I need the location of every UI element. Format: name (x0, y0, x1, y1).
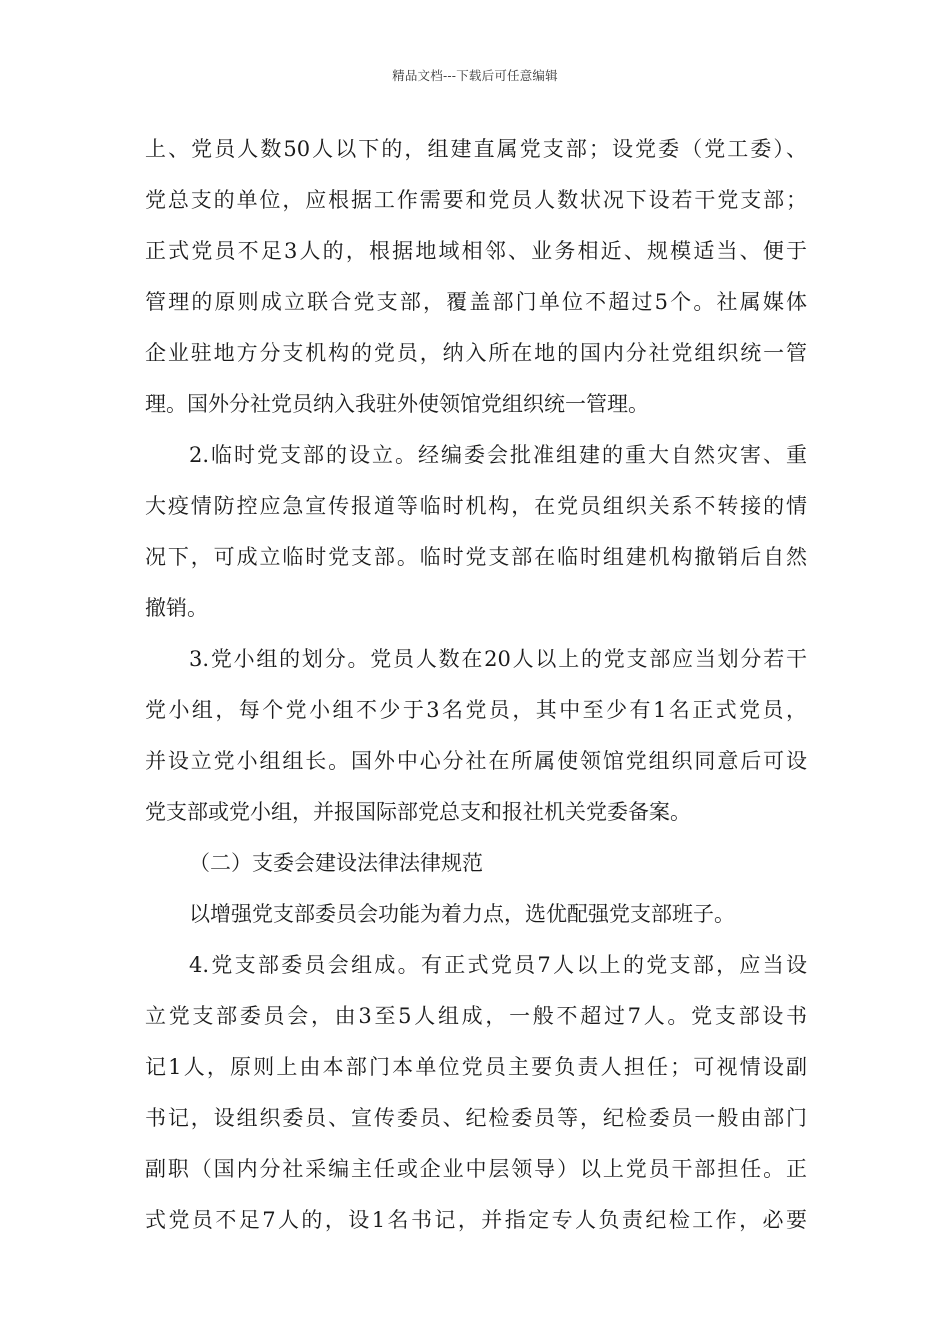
text-line: 以增强党支部委员会功能为着力点，选优配强党支部班子。 (189, 902, 735, 926)
text-line: 4.党支部委员会组成。有正式党员7人以上的党支部，应当设 (189, 953, 807, 977)
text-line: 式党员不足7人的，设1名书记，并指定专人负责纪检工作，必要 (145, 1208, 807, 1232)
text-line: 理。国外分社党员纳入我驻外使领馆党组织统一管理。 (145, 392, 649, 416)
document-body (145, 124, 807, 1246)
text-line: 党总支的单位，应根据工作需要和党员人数状况下设若干党支部； (145, 188, 807, 212)
text-line: 企业驻地方分支机构的党员，纳入所在地的国内分社党组织统一管 (145, 341, 807, 365)
text-line: 撤销。 (145, 596, 208, 620)
text-line: 记1人，原则上由本部门本单位党员主要负责人担任；可视情设副 (145, 1055, 807, 1079)
text-line: 书记，设组织委员、宣传委员、纪检委员等，纪检委员一般由部门 (145, 1106, 807, 1130)
text-line: 管理的原则成立联合党支部，覆盖部门单位不超过5个。社属媒体 (145, 290, 807, 314)
text-line: 副职（国内分社采编主任或企业中层领导）以上党员干部担任。正 (145, 1157, 807, 1181)
text-line: 3.党小组的划分。党员人数在20人以上的党支部应当划分若干 (189, 647, 807, 671)
text-line: 党支部或党小组，并报国际部党总支和报社机关党委备案。 (145, 800, 691, 824)
text-line: 并设立党小组组长。国外中心分社在所属使领馆党组织同意后可设 (145, 749, 807, 773)
page-header: 精品文档---下载后可任意编辑 (392, 68, 558, 83)
text-line: 党小组，每个党小组不少于3名党员，其中至少有1名正式党员， (145, 698, 807, 722)
text-line: 上、党员人数50人以下的，组建直属党支部；设党委（党工委）、 (145, 137, 807, 161)
text-line: 况下，可成立临时党支部。临时党支部在临时组建机构撤销后自然 (145, 545, 807, 569)
section-heading: （二）支委会建设法律法律规范 (189, 851, 483, 875)
text-line: 立党支部委员会，由3至5人组成，一般不超过7人。党支部设书 (145, 1004, 807, 1028)
text-line: 2.临时党支部的设立。经编委会批准组建的重大自然灾害、重 (189, 443, 807, 467)
text-line: 正式党员不足3人的，根据地域相邻、业务相近、规模适当、便于 (145, 239, 807, 263)
text-line: 大疫情防控应急宣传报道等临时机构，在党员组织关系不转接的情 (145, 494, 807, 518)
